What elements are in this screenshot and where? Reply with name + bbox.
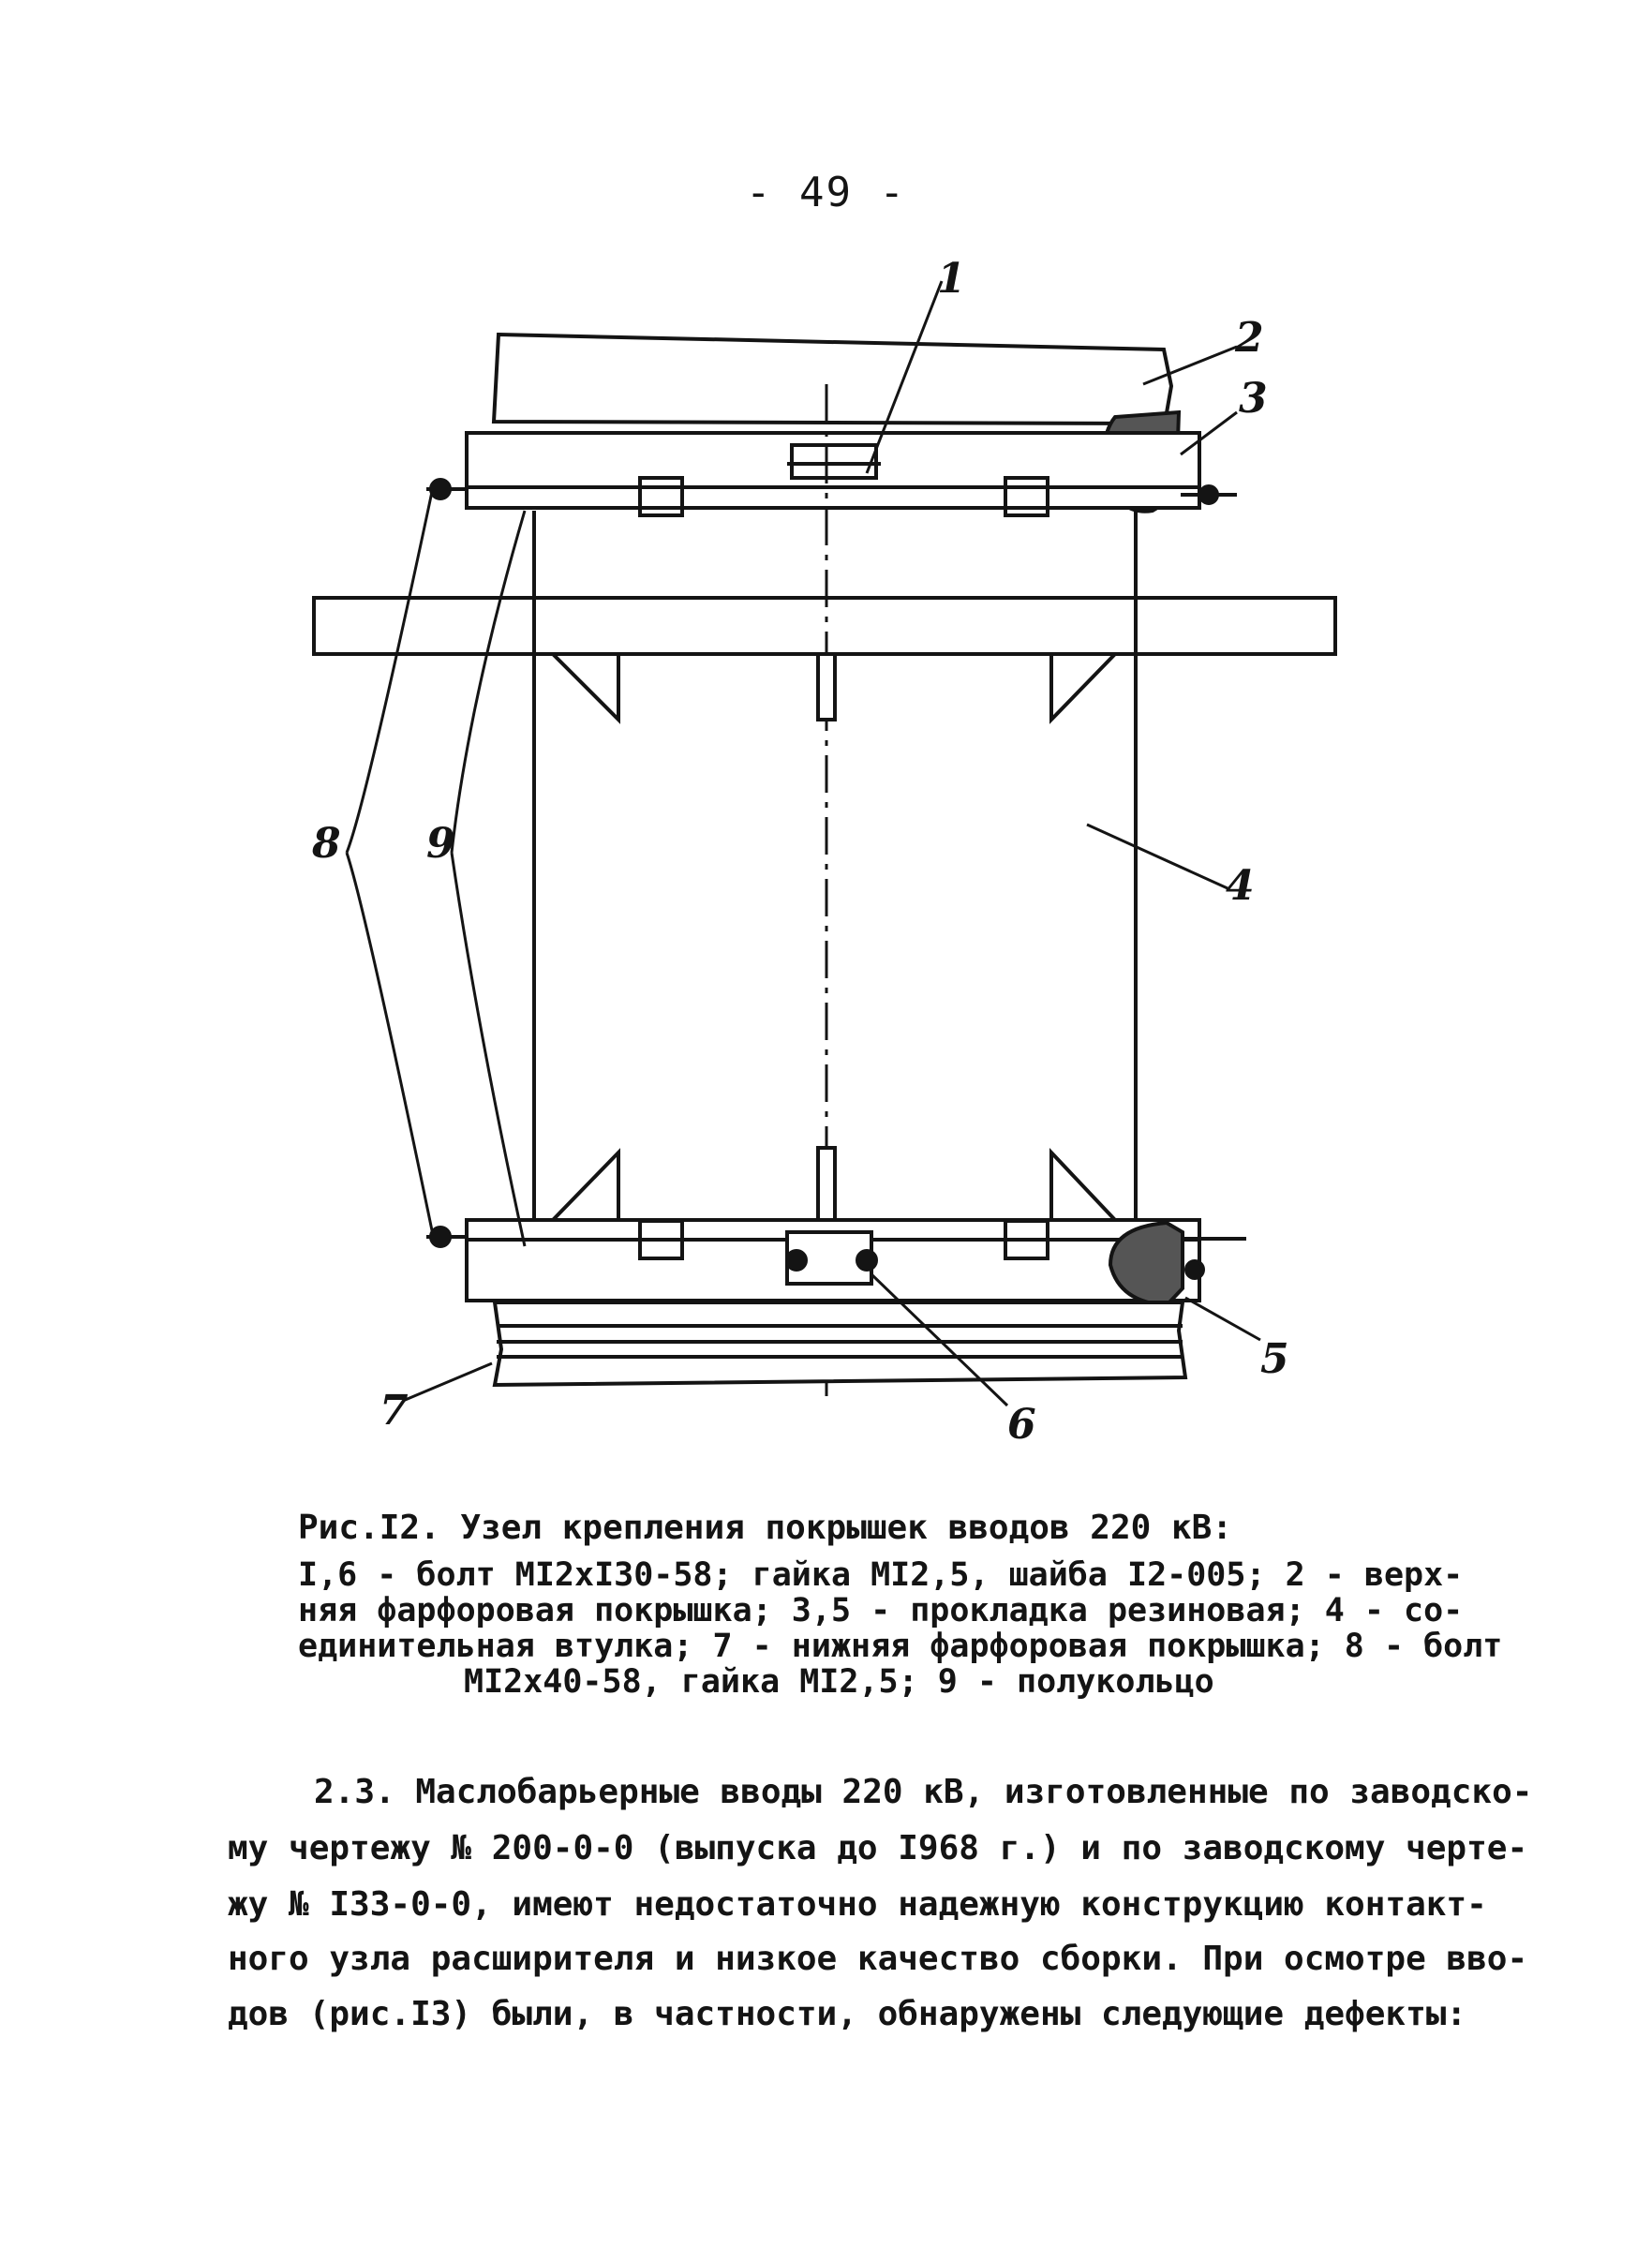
page-number: - 49 - xyxy=(746,169,906,216)
support-beam xyxy=(314,598,1335,654)
callout-8: 8 xyxy=(312,820,341,868)
callout-7: 7 xyxy=(380,1387,409,1435)
callout-3: 3 xyxy=(1239,375,1268,423)
callout-5: 5 xyxy=(1260,1335,1289,1383)
upper-porcelain-cover xyxy=(494,335,1171,424)
caption-line: МI2х40-58, гайка МI2,5; 9 - полукольцо xyxy=(464,1663,1214,1701)
caption-line: I,6 - болт МI2хI30-58; гайка МI2,5, шайба I2-005; 2 - верх- xyxy=(298,1556,1464,1594)
callout-4: 4 xyxy=(1226,862,1255,910)
body-paragraph-line: жу № I33-0-0, имеют недостаточно надежную конструкцию контакт- xyxy=(228,1885,1487,1924)
body-paragraph-line: 2.3. Маслобарьерные вводы 220 кВ, изготовленные по заводско- xyxy=(314,1773,1533,1811)
body-paragraph-line: ного узла расширителя и низкое качество сборки. При осмотре вво- xyxy=(228,1940,1528,1978)
body-paragraph-line: му чертежу № 200-0-0 (выпуска до I968 г.) и по заводскому черте- xyxy=(228,1829,1528,1867)
figure-caption-title: Рис.I2. Узел крепления покрышек вводов 220 кВ: xyxy=(298,1509,1232,1547)
callout-1: 1 xyxy=(937,255,966,303)
callout-9: 9 xyxy=(426,820,455,868)
caption-line: няя фарфоровая покрышка; 3,5 - прокладка резиновая; 4 - со- xyxy=(298,1592,1464,1629)
body-paragraph-line: дов (рис.I3) были, в частности, обнаружены следующие дефекты: xyxy=(228,1995,1467,2033)
callout-2: 2 xyxy=(1235,314,1264,362)
caption-line: единительная втулка; 7 - нижняя фарфоровая покрышка; 8 - болт xyxy=(298,1628,1503,1665)
callout-6: 6 xyxy=(1007,1401,1036,1449)
